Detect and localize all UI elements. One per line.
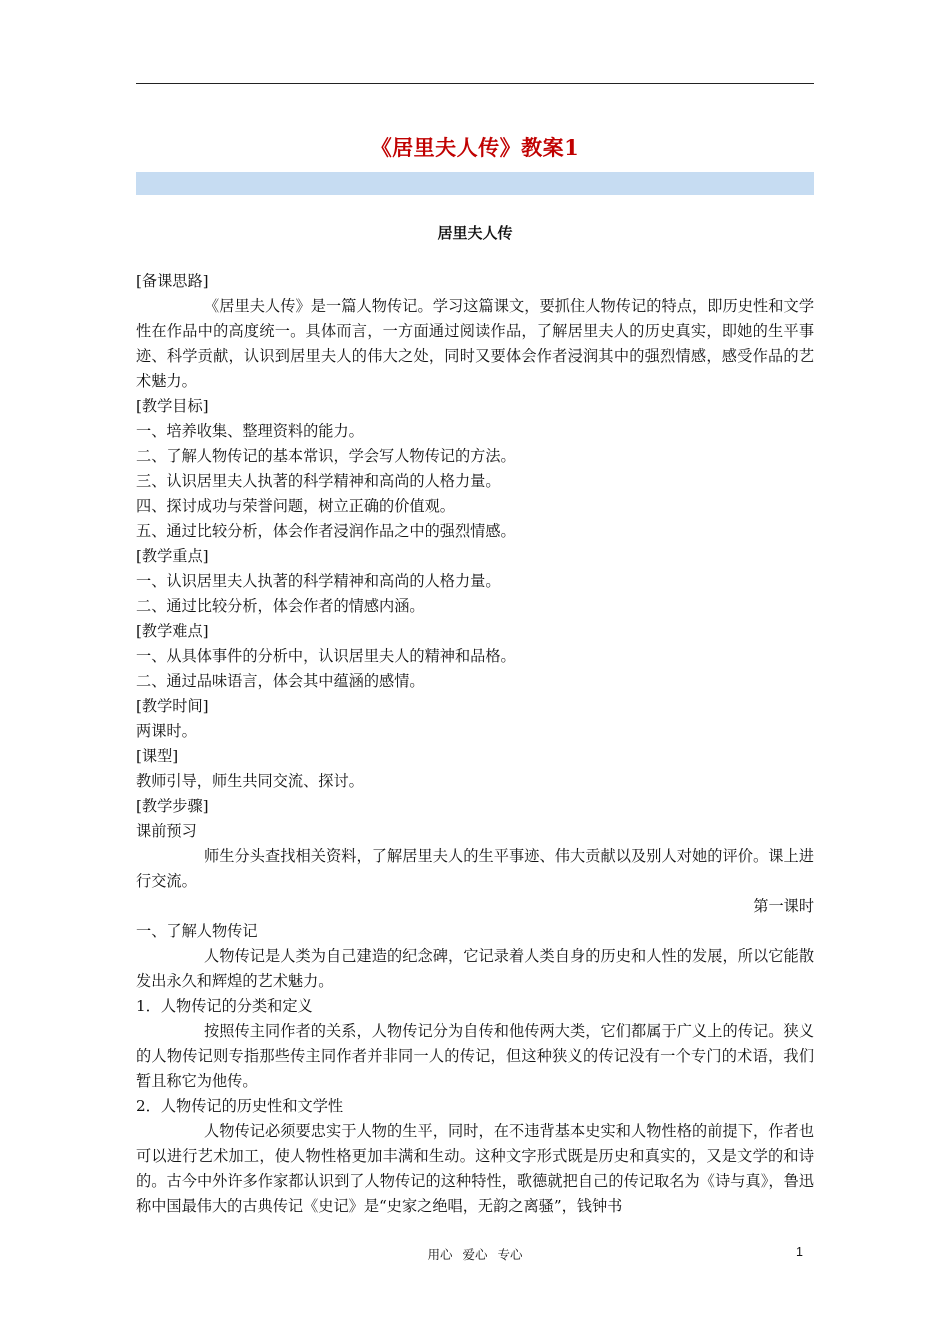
page-number: 1 xyxy=(796,1245,803,1259)
section-heading: [教学目标] xyxy=(136,397,209,415)
list-item: 一、从具体事件的分析中，认识居里夫人的精神和品格。 xyxy=(136,647,516,665)
list-item: 一、认识居里夫人执著的科学精神和高尚的人格力量。 xyxy=(136,572,501,590)
section-title: 居里夫人传 xyxy=(437,224,513,242)
text-line: 教师引导，师生共同交流、探讨。 xyxy=(136,772,364,790)
list-item: 二、了解人物传记的基本常识，学会写人物传记的方法。 xyxy=(136,447,516,465)
paragraph: 按照传主同作者的关系，人物传记分为自传和他传两大类，它们都属于广义上的传记。狭义的人物传记则专指那些传主同作者并非同一人的传记，但这种狭义的传记没有一个专门的术语，我们暂且称它为他传。 xyxy=(136,1022,814,1090)
section-heading: [教学重点] xyxy=(136,547,209,565)
paragraph: 师生分头查找相关资料，了解居里夫人的生平事迹、伟大贡献以及别人对她的评价。课上进行交流。 xyxy=(136,847,814,890)
subsection-heading: 2．人物传记的历史性和文学性 xyxy=(136,1097,344,1115)
section-heading: [教学难点] xyxy=(136,622,209,640)
paragraph: 人物传记是人类为自己建造的纪念碑，它记录着人类自身的历史和人性的发展，所以它能散发出永久和辉煌的艺术魅力。 xyxy=(136,947,814,990)
footer-motto: 用心 爱心 专心 xyxy=(427,1247,523,1262)
title-banner xyxy=(136,172,814,195)
lesson-label: 第一课时 xyxy=(753,897,814,915)
header-rule xyxy=(136,83,814,84)
section-heading: [教学步骤] xyxy=(136,797,209,815)
list-item: 一、培养收集、整理资料的能力。 xyxy=(136,422,364,440)
section-heading: [教学时间] xyxy=(136,697,209,715)
text-line: [备课思路] xyxy=(136,272,209,290)
list-item: 三、认识居里夫人执著的科学精神和高尚的人格力量。 xyxy=(136,472,501,490)
document-title: 《居里夫人传》教案1 xyxy=(370,135,580,160)
list-item: 二、通过品味语言，体会其中蕴涵的感情。 xyxy=(136,672,425,690)
section-heading: 一、了解人物传记 xyxy=(136,922,258,940)
body-text xyxy=(136,269,814,1219)
subsection-heading: 1．人物传记的分类和定义 xyxy=(136,997,313,1015)
section-heading: [课型] xyxy=(136,747,179,765)
text-line: 两课时。 xyxy=(136,722,197,740)
paragraph: 《居里夫人传》是一篇人物传记。学习这篇课文，要抓住人物传记的特点，即历史性和文学性在作品中的高度统一。具体而言，一方面通过阅读作品，了解居里夫人的历史真实，即她的生平事迹、科学贡献，认识到居里夫人的伟大之处，同时又要体会作者浸润其中的强烈情感，感受作品的艺术魅力。 xyxy=(136,297,814,390)
paragraph: 人物传记必须要忠实于人物的生平，同时，在不违背基本史实和人物性格的前提下，作者也可以进行艺术加工，使人物性格更加丰满和生动。这种文字形式既是历史和真实的，又是文学的和诗的。古今中外许多作家都认识到了人物传记的这种特性，歌德就把自己的传记取名为《诗与真》，鲁迅称中国最伟大的古典传记《史记》是“史家之绝唱，无韵之离骚”，钱钟书 xyxy=(136,1122,814,1215)
list-item: 二、通过比较分析，体会作者的情感内涵。 xyxy=(136,597,425,615)
text-line: 课前预习 xyxy=(136,822,197,840)
list-item: 四、探讨成功与荣誉问题，树立正确的价值观。 xyxy=(136,497,455,515)
list-item: 五、通过比较分析，体会作者浸润作品之中的强烈情感。 xyxy=(136,522,516,540)
